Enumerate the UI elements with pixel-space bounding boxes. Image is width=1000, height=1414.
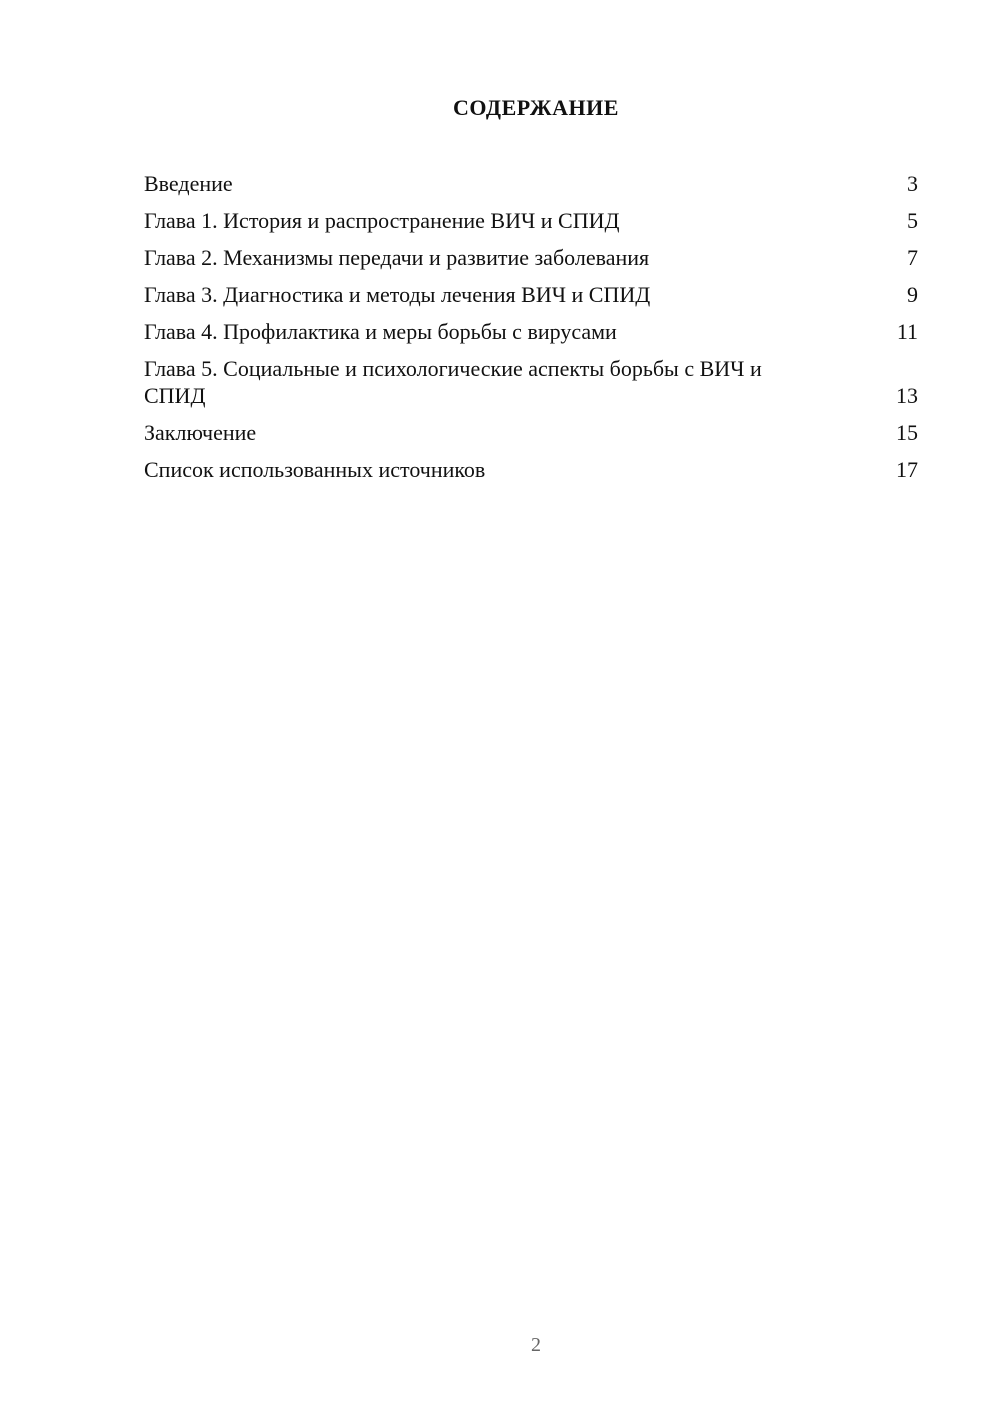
toc-entry-chapter-3[interactable] (144, 281, 918, 308)
toc-entry-label: Глава 4. Профилактика и меры борьбы с вирусами (144, 319, 617, 344)
toc-entry-page: 7 (907, 245, 918, 270)
toc-entry-page: 17 (896, 457, 918, 482)
page-number: 2 (531, 1334, 541, 1356)
toc-entry-chapter-4[interactable] (144, 318, 918, 345)
toc-entry-conclusion[interactable] (144, 419, 918, 446)
toc-entry-chapter-5[interactable] (144, 355, 918, 409)
toc-entry-label: Введение (144, 171, 233, 196)
toc-entry-introduction[interactable] (144, 170, 918, 197)
toc-entry-page: 13 (896, 383, 918, 408)
toc-entry-label: Глава 5. Социальные и психологические аспекты борьбы с ВИЧ и СПИД (144, 356, 762, 408)
toc-entry-page: 5 (907, 208, 918, 233)
toc-entry-label: Глава 1. История и распространение ВИЧ и СПИД (144, 208, 620, 233)
toc-title: СОДЕРЖАНИЕ (453, 95, 619, 120)
toc-entry-chapter-1[interactable] (144, 207, 918, 234)
toc-entry-page: 11 (896, 319, 918, 344)
table-of-contents (144, 170, 918, 493)
toc-entry-page: 3 (907, 171, 918, 196)
toc-entry-page: 9 (907, 282, 918, 307)
toc-entry-label: Заключение (144, 420, 257, 445)
toc-entry-label: Глава 2. Механизмы передачи и развитие заболевания (144, 245, 650, 270)
toc-entry-references[interactable] (144, 456, 918, 483)
toc-entry-label: Глава 3. Диагностика и методы лечения ВИЧ и СПИД (144, 282, 651, 307)
toc-entry-chapter-2[interactable] (144, 244, 918, 271)
toc-entry-label: Список использованных источников (144, 457, 486, 482)
toc-entry-page: 15 (896, 420, 918, 445)
